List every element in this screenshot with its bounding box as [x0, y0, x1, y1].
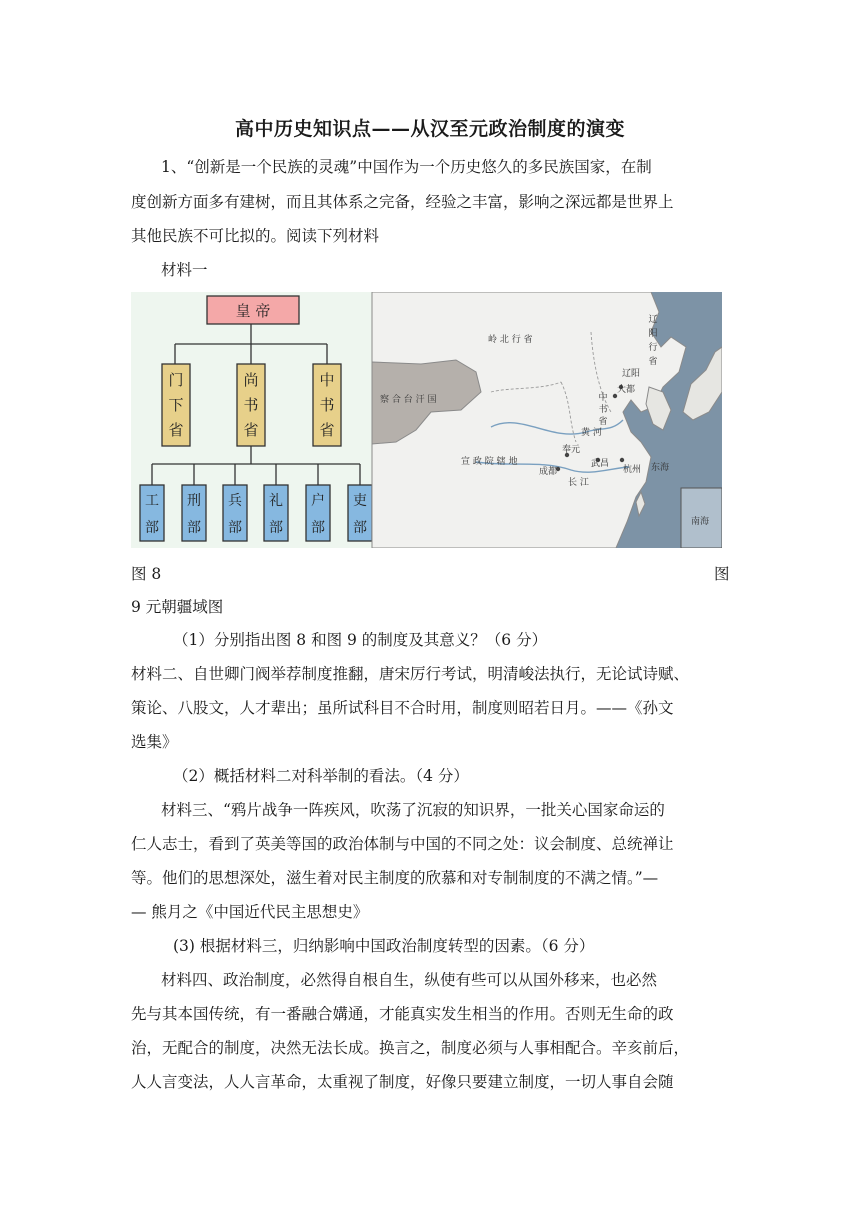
svg-text:部: 部 — [187, 520, 201, 536]
svg-text:工: 工 — [145, 493, 159, 509]
material-1-label: 材料一 — [161, 261, 208, 279]
figure-9-caption-start: 图 — [714, 565, 730, 583]
map-label-fengyuan: 奉元 — [562, 445, 581, 455]
map-label-lingbei: 岭 北 行 省 — [488, 335, 533, 345]
material-2-line-1: 材料二、自世卿门阀举荐制度推翻，唐宋厉行考试，明清峻法执行，无论试诗赋、 — [131, 665, 690, 683]
svg-text:行: 行 — [648, 343, 658, 353]
material-3-line-3: 等。他们的思想深处，滋生着对民主制度的欣慕和对专制制度的不满之情。”— — [131, 869, 659, 887]
three-departments-six-ministries-chart — [131, 292, 372, 548]
map-label-wuchang: 武昌 — [591, 459, 610, 469]
svg-text:辽: 辽 — [648, 315, 658, 325]
svg-text:书: 书 — [598, 405, 608, 415]
svg-text:门: 门 — [168, 371, 184, 389]
emperor-box-label: 皇 帝 — [235, 302, 271, 320]
svg-text:部: 部 — [311, 520, 325, 536]
map-label-changjiang: 长 江 — [568, 478, 589, 488]
svg-text:省: 省 — [319, 421, 335, 439]
svg-text:中: 中 — [598, 393, 608, 403]
svg-text:省: 省 — [243, 421, 259, 439]
svg-text:下: 下 — [168, 396, 184, 414]
provinces-row — [162, 364, 341, 446]
svg-text:刑: 刑 — [187, 493, 201, 509]
map-label-chagatai: 察 合 台 汗 国 — [380, 395, 437, 405]
svg-text:省: 省 — [598, 417, 608, 427]
material-4-line-1: 材料四、政治制度，必然得自根自生，纵使有些可以从国外移来，也必然 — [161, 971, 658, 989]
material-2-line-3: 选集》 — [131, 733, 178, 751]
map-label-hangzhou: 杭州 — [623, 465, 642, 475]
svg-text:部: 部 — [228, 520, 242, 536]
svg-text:省: 省 — [648, 357, 658, 367]
svg-text:户: 户 — [311, 493, 325, 509]
material-3-line-4: — 熊月之《中国近代民主思想史》 — [131, 903, 369, 921]
figure-8-caption: 图 8 — [131, 565, 162, 583]
figure-9-caption-rest: 9 元朝疆域图 — [131, 598, 224, 616]
page-title: 高中历史知识点——从汉至元政治制度的演变 — [234, 118, 625, 140]
svg-text:部: 部 — [353, 520, 367, 536]
question-1: （1）分别指出图 8 和图 9 的制度及其意义？（6 分） — [173, 631, 548, 649]
map-label-dadu: 大都 — [617, 385, 636, 395]
material-3-line-1: 材料三、“鸦片战争一阵疾风，吹荡了沉寂的知识界，一批关心国家命运的 — [161, 801, 665, 819]
map-label-huanghe: 黄 河 — [581, 428, 602, 438]
svg-text:阳: 阳 — [648, 329, 658, 339]
material-4-line-3: 治，无配合的制度，决然无法长成。换言之，制度必须与人事相配合。辛亥前后， — [131, 1039, 690, 1057]
yuan-dynasty-territory-map — [372, 292, 722, 548]
map-label-xuanzheng: 宣 政 院 辖 地 — [461, 457, 518, 467]
paragraph-1-line-1: 1、“创新是一个民族的灵魂”中国作为一个历史悠久的多民族国家，在制 — [161, 158, 652, 176]
figure-images — [131, 292, 722, 548]
material-3-line-2: 仁人志士，看到了英美等国的政治体制与中国的不同之处：议会制度、总统禅让 — [131, 835, 674, 853]
map-label-liaoyang-city: 辽阳 — [622, 369, 641, 379]
svg-text:尚: 尚 — [243, 371, 259, 389]
material-2-line-2: 策论、八股文，人才辈出；虽所试科目不合时用，制度则昭若日月。——《孙文 — [131, 699, 674, 717]
svg-text:省: 省 — [168, 421, 184, 439]
map-label-zhongshu-province — [598, 391, 607, 427]
svg-text:吏: 吏 — [353, 493, 367, 509]
paragraph-1-line-3: 其他民族不可比拟的。阅读下列材料 — [131, 227, 380, 245]
svg-text:书: 书 — [319, 396, 335, 414]
question-2: （2）概括材料二对科举制的看法。（4 分） — [173, 767, 469, 785]
map-label-donghai: 东海 — [651, 463, 670, 473]
paragraph-1-line-2: 度创新方面多有建树，而且其体系之完备，经验之丰富，影响之深远都是世界上 — [131, 193, 674, 211]
svg-text:书: 书 — [243, 396, 259, 414]
svg-text:礼: 礼 — [269, 493, 283, 509]
svg-text:部: 部 — [145, 520, 159, 536]
material-4-line-4: 人人言变法，人人言革命，太重视了制度，好像只要建立制度，一切人事自会随 — [131, 1073, 674, 1091]
svg-text:部: 部 — [269, 520, 283, 536]
svg-text:兵: 兵 — [228, 493, 242, 509]
svg-text:中: 中 — [319, 371, 335, 389]
question-3: (3) 根据材料三，归纳影响中国政治制度转型的因素。（6 分） — [173, 937, 595, 955]
map-label-chengdu: 成都 — [539, 467, 558, 477]
map-label-nanhai: 南海 — [691, 517, 710, 527]
material-4-line-2: 先与其本国传统，有一番融合媾通，才能真实发生相当的作用。否则无生命的政 — [131, 1005, 674, 1023]
